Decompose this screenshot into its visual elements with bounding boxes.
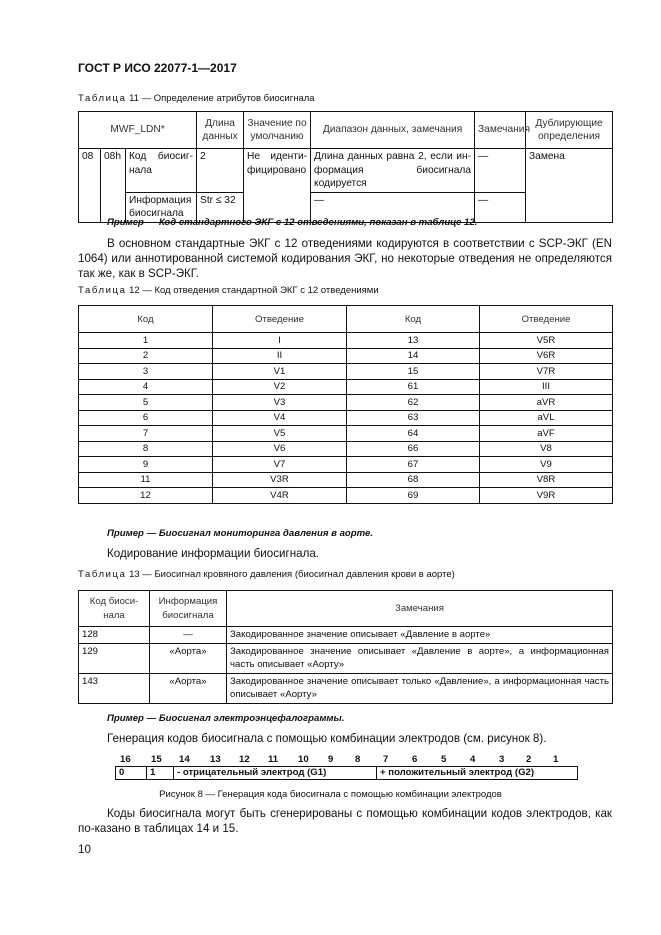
cell-remark-1: — bbox=[475, 149, 526, 193]
paragraph-4: Коды биосигнала могут быть сгенерированы с помощью комбинации кодов электродов, как по-казано в таблицах 14 и 15. bbox=[78, 807, 612, 835]
table-row bbox=[79, 426, 613, 442]
table-cell: 7 bbox=[79, 426, 213, 442]
cell-code-08: 08 bbox=[79, 149, 101, 223]
th-duplicate-defs: Дублирующие определения bbox=[526, 112, 613, 149]
table12-caption-label: Таблица bbox=[78, 285, 127, 296]
table-cell: V7R bbox=[480, 364, 613, 380]
table-cell: 4 bbox=[79, 379, 213, 395]
table-cell: V7 bbox=[213, 457, 347, 473]
table-cell: 128 bbox=[79, 627, 150, 644]
table11 bbox=[78, 111, 613, 223]
table-cell: 68 bbox=[347, 472, 480, 488]
th-lead-1: Отведение bbox=[213, 306, 347, 333]
table-cell: 2 bbox=[79, 348, 213, 364]
table13-caption-text: 13 — Биосигнал кровяного давления (биосигнал давления крови в аорте) bbox=[129, 569, 455, 580]
table-cell: 3 bbox=[79, 364, 213, 380]
table-row bbox=[79, 410, 613, 426]
th-remarks: Замечания bbox=[475, 112, 526, 149]
table12-caption bbox=[78, 285, 379, 296]
table-row bbox=[79, 348, 613, 364]
table-cell: 129 bbox=[79, 643, 150, 673]
table13-caption bbox=[78, 569, 455, 580]
example-2: Пример — Биосигнал мониторинга давления в аорте. bbox=[107, 528, 374, 539]
cell-length-2: 2 bbox=[197, 149, 244, 193]
table-cell: aVR bbox=[480, 395, 613, 411]
table-cell: — bbox=[150, 627, 227, 644]
bit-number: 1 bbox=[553, 754, 559, 765]
table-cell: 5 bbox=[79, 395, 213, 411]
table-row bbox=[79, 488, 613, 504]
table-cell: V8 bbox=[480, 441, 613, 457]
bit-number: 2 bbox=[526, 754, 532, 765]
th-default-value: Значение по умолчанию bbox=[244, 112, 311, 149]
bit-number: 3 bbox=[499, 754, 505, 765]
table-cell: Закодированное значение описывает «Давление в аорте», а информационная часть описывает «Аорту» bbox=[227, 643, 613, 673]
table-cell: V4R bbox=[213, 488, 347, 504]
table12 bbox=[78, 305, 613, 504]
table-row bbox=[79, 627, 613, 644]
cell-code-08h: 08h bbox=[101, 149, 126, 223]
table11-caption bbox=[78, 93, 315, 104]
table-cell: II bbox=[213, 348, 347, 364]
bit-number: 15 bbox=[151, 754, 162, 765]
table-cell: III bbox=[480, 379, 613, 395]
table-cell: V3R bbox=[213, 472, 347, 488]
table-row bbox=[79, 643, 613, 673]
paragraph-1: В основном стандартные ЭКГ с 12 отведениями кодируются в соответствии с SCP-ЭКГ (EN 1064) или аннотированной системой кодирования ЭКГ, но некоторые отведения не определяются так же, как в SCP-ЭКГ. bbox=[78, 237, 612, 280]
figure8-caption: Рисунок 8 — Генерация кода биосигнала с помощью комбинации электродов bbox=[159, 789, 502, 800]
table-cell: I bbox=[213, 333, 347, 349]
bit-number: 5 bbox=[441, 754, 447, 765]
table-row bbox=[79, 379, 613, 395]
table11-caption-label: Таблица bbox=[78, 93, 127, 104]
bit-number: 12 bbox=[239, 754, 250, 765]
table-cell: V6R bbox=[480, 348, 613, 364]
bit-number: 8 bbox=[355, 754, 361, 765]
bit-number: 9 bbox=[328, 754, 334, 765]
table-cell: 6 bbox=[79, 410, 213, 426]
th-code-2: Код bbox=[347, 306, 480, 333]
page-number: 10 bbox=[78, 843, 91, 856]
table-cell: 9 bbox=[79, 457, 213, 473]
table-cell: V9 bbox=[480, 457, 613, 473]
bit-cell-negative-electrode: - отрицательный электрод (G1) bbox=[174, 767, 377, 780]
table-cell: 66 bbox=[347, 441, 480, 457]
th-biosignal-code: Код биоси-нала bbox=[79, 591, 150, 627]
th-data-length: Длина данных bbox=[197, 112, 244, 149]
table-cell: V6 bbox=[213, 441, 347, 457]
th-code-1: Код bbox=[79, 306, 213, 333]
table-cell: 8 bbox=[79, 441, 213, 457]
bit-number: 16 bbox=[120, 754, 131, 765]
table-cell: 61 bbox=[347, 379, 480, 395]
bit-cell-sign: 0 bbox=[116, 767, 147, 780]
table-cell: 62 bbox=[347, 395, 480, 411]
paragraph-2: Кодирование информации биосигнала. bbox=[107, 547, 320, 560]
bit-number: 7 bbox=[383, 754, 389, 765]
table-cell: 15 bbox=[347, 364, 480, 380]
table-cell: 14 bbox=[347, 348, 480, 364]
table-row bbox=[79, 395, 613, 411]
th-remarks-13: Замечания bbox=[227, 591, 613, 627]
table11-caption-text: 11 — Определение атрибутов биосигнала bbox=[129, 93, 315, 104]
bit-cell-flag: 1 bbox=[147, 767, 174, 780]
table-cell: V3 bbox=[213, 395, 347, 411]
table-row bbox=[79, 673, 613, 703]
bit-number: 10 bbox=[298, 754, 309, 765]
table-cell: 12 bbox=[79, 488, 213, 504]
example-1: Пример — Код стандартного ЭКГ с 12 отведениями, показан в таблице 12. bbox=[107, 217, 478, 228]
cell-remark-2: — bbox=[475, 192, 526, 222]
bit-number: 4 bbox=[470, 754, 476, 765]
table-cell: V8R bbox=[480, 472, 613, 488]
table-cell: 13 bbox=[347, 333, 480, 349]
example-3: Пример — Биосигнал электроэнцефалограммы. bbox=[107, 713, 345, 724]
table-cell: V5R bbox=[480, 333, 613, 349]
cell-biosignal-info: Информация биосигнала bbox=[126, 192, 197, 222]
bit-number: 6 bbox=[412, 754, 418, 765]
table-cell: V2 bbox=[213, 379, 347, 395]
table12-body bbox=[79, 333, 613, 504]
table-cell: Закодированное значение описывает только «Давление», а информационная часть описывает «Аорту» bbox=[227, 673, 613, 703]
table-cell: V5 bbox=[213, 426, 347, 442]
th-biosignal-info: Информация биосигнала bbox=[150, 591, 227, 627]
cell-dup: Замена bbox=[526, 149, 613, 223]
table12-caption-text: 12 — Код отведения стандартной ЭКГ с 12 отведениями bbox=[129, 285, 379, 296]
table-row bbox=[79, 457, 613, 473]
table-cell: 64 bbox=[347, 426, 480, 442]
cell-default: Не иденти-фицировано bbox=[244, 149, 311, 223]
th-data-range: Диапазон данных, замечания bbox=[311, 112, 475, 149]
table-cell: Закодированное значение описывает «Давление в аорте» bbox=[227, 627, 613, 644]
table-cell: V1 bbox=[213, 364, 347, 380]
table-cell: «Аорта» bbox=[150, 673, 227, 703]
cell-biosignal-code: Код биосиг-нала bbox=[126, 149, 197, 193]
table-cell: aVL bbox=[480, 410, 613, 426]
table-cell: 143 bbox=[79, 673, 150, 703]
table-cell: 1 bbox=[79, 333, 213, 349]
table-row bbox=[79, 333, 613, 349]
table-cell: aVF bbox=[480, 426, 613, 442]
table-cell: «Аорта» bbox=[150, 643, 227, 673]
table-cell: 63 bbox=[347, 410, 480, 426]
cell-range: Длина данных равна 2, если ин-формация биосигнала кодируется bbox=[311, 149, 475, 193]
table-row bbox=[79, 364, 613, 380]
table-cell: 69 bbox=[347, 488, 480, 504]
bit-number: 11 bbox=[268, 754, 279, 765]
th-mwf-ldn: MWF_LDN* bbox=[79, 112, 197, 149]
table-cell: 67 bbox=[347, 457, 480, 473]
table-cell: V9R bbox=[480, 488, 613, 504]
table-row bbox=[79, 472, 613, 488]
figure8-bitfield bbox=[115, 766, 578, 780]
cell-range-2: — bbox=[311, 192, 475, 222]
table13-caption-label: Таблица bbox=[78, 569, 127, 580]
bit-number: 14 bbox=[179, 754, 190, 765]
table-row bbox=[79, 441, 613, 457]
bit-number: 13 bbox=[210, 754, 221, 765]
table-cell: 11 bbox=[79, 472, 213, 488]
paragraph-3: Генерация кодов биосигнала с помощью комбинации электродов (см. рисунок 8). bbox=[107, 732, 547, 745]
table13 bbox=[78, 590, 613, 704]
document-header: ГОСТ Р ИСО 22077-1—2017 bbox=[78, 61, 237, 75]
th-lead-2: Отведение bbox=[480, 306, 613, 333]
cell-length-str: Str ≤ 32 bbox=[197, 192, 244, 222]
bit-cell-positive-electrode: + положительный электрод (G2) bbox=[377, 767, 578, 780]
table-cell: V4 bbox=[213, 410, 347, 426]
